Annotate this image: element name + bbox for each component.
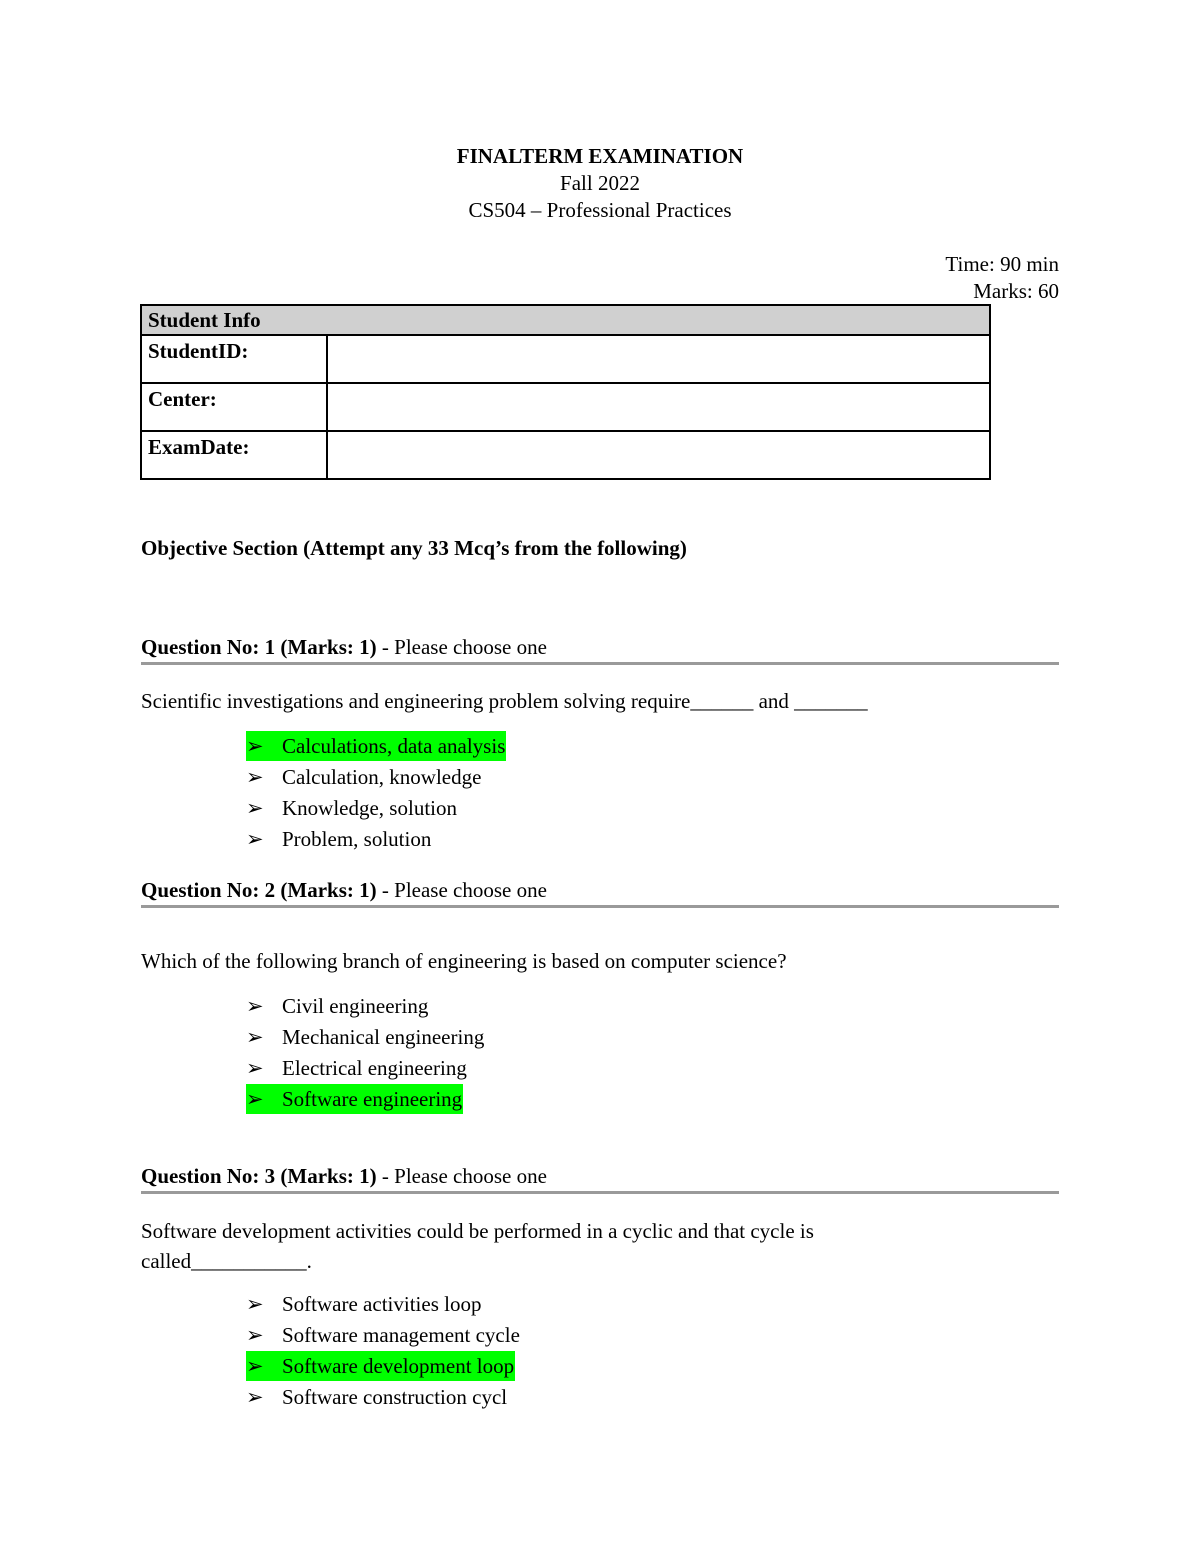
exam-time: Time: 90 min [945,252,1059,276]
option-item[interactable] [246,1084,485,1115]
arrow-bullet-icon: ➢ [246,1087,264,1111]
option-text: Mechanical engineering [282,1025,485,1049]
arrow-bullet-icon: ➢ [246,1354,264,1378]
exam-date-field[interactable] [327,431,990,479]
question-header [141,634,1059,665]
student-id-field[interactable] [327,335,990,383]
question-instruction: - Please choose one [376,878,547,902]
arrow-bullet-icon: ➢ [246,1292,264,1316]
exam-title: FINALTERM EXAMINATION [456,144,744,168]
question-number: Question No: 3 (Marks: 1) [141,1164,377,1188]
option-item[interactable] [246,1053,485,1084]
option-text: Software development loop [282,1354,515,1378]
student-info-row [141,383,990,431]
question-header [141,877,1059,908]
option-item[interactable] [246,1320,521,1351]
student-info-table [140,304,991,480]
option-item[interactable] [246,731,506,762]
option-item[interactable] [246,824,506,855]
option-text: Software management cycle [282,1323,520,1347]
option-text: Software construction cycl [282,1385,508,1409]
question-stem: Scientific investigations and engineering problem solving require______ and _______ [141,689,868,713]
option-text: Calculation, knowledge [282,765,482,789]
option-text: Software activities loop [282,1292,482,1316]
student-id-label: StudentID: [141,335,327,383]
arrow-bullet-icon: ➢ [246,765,264,789]
exam-date-label: ExamDate: [141,431,327,479]
option-text: Software engineering [282,1087,463,1111]
center-label: Center: [141,383,327,431]
arrow-bullet-icon: ➢ [246,1323,264,1347]
arrow-bullet-icon: ➢ [246,1385,264,1409]
arrow-bullet-icon: ➢ [246,1025,264,1049]
student-info-row [141,335,990,383]
option-item[interactable] [246,991,485,1022]
question-instruction: - Please choose one [376,1164,547,1188]
arrow-bullet-icon: ➢ [246,827,264,851]
student-info-row [141,431,990,479]
option-item[interactable] [246,1289,521,1320]
question-instruction: - Please choose one [376,635,547,659]
options-list [246,991,485,1115]
arrow-bullet-icon: ➢ [246,796,264,820]
question-stem: Which of the following branch of engineering is based on computer science? [141,949,787,973]
option-text: Electrical engineering [282,1056,467,1080]
arrow-bullet-icon: ➢ [246,734,264,758]
student-info-heading: Student Info [141,305,990,335]
section-title: Objective Section (Attempt any 33 Mcq’s from the following) [141,536,687,560]
question-stem: Software development activities could be performed in a cyclic and that cycle is called___________. [141,1219,814,1273]
course-name: CS504 – Professional Practices [468,198,732,222]
options-list [246,731,506,855]
option-text: Knowledge, solution [282,796,457,820]
option-item[interactable] [246,1382,521,1413]
arrow-bullet-icon: ➢ [246,1056,264,1080]
question-number: Question No: 1 (Marks: 1) [141,635,377,659]
option-text: Calculations, data analysis [282,734,506,758]
center-field[interactable] [327,383,990,431]
option-item[interactable] [246,793,506,824]
option-item[interactable] [246,1351,521,1382]
option-item[interactable] [246,762,506,793]
option-text: Problem, solution [282,827,432,851]
arrow-bullet-icon: ➢ [246,994,264,1018]
option-text: Civil engineering [282,994,429,1018]
question-number: Question No: 2 (Marks: 1) [141,878,377,902]
option-item[interactable] [246,1022,485,1053]
question-header [141,1163,1059,1194]
exam-term: Fall 2022 [560,171,640,195]
options-list [246,1289,521,1413]
exam-marks: Marks: 60 [973,279,1059,303]
